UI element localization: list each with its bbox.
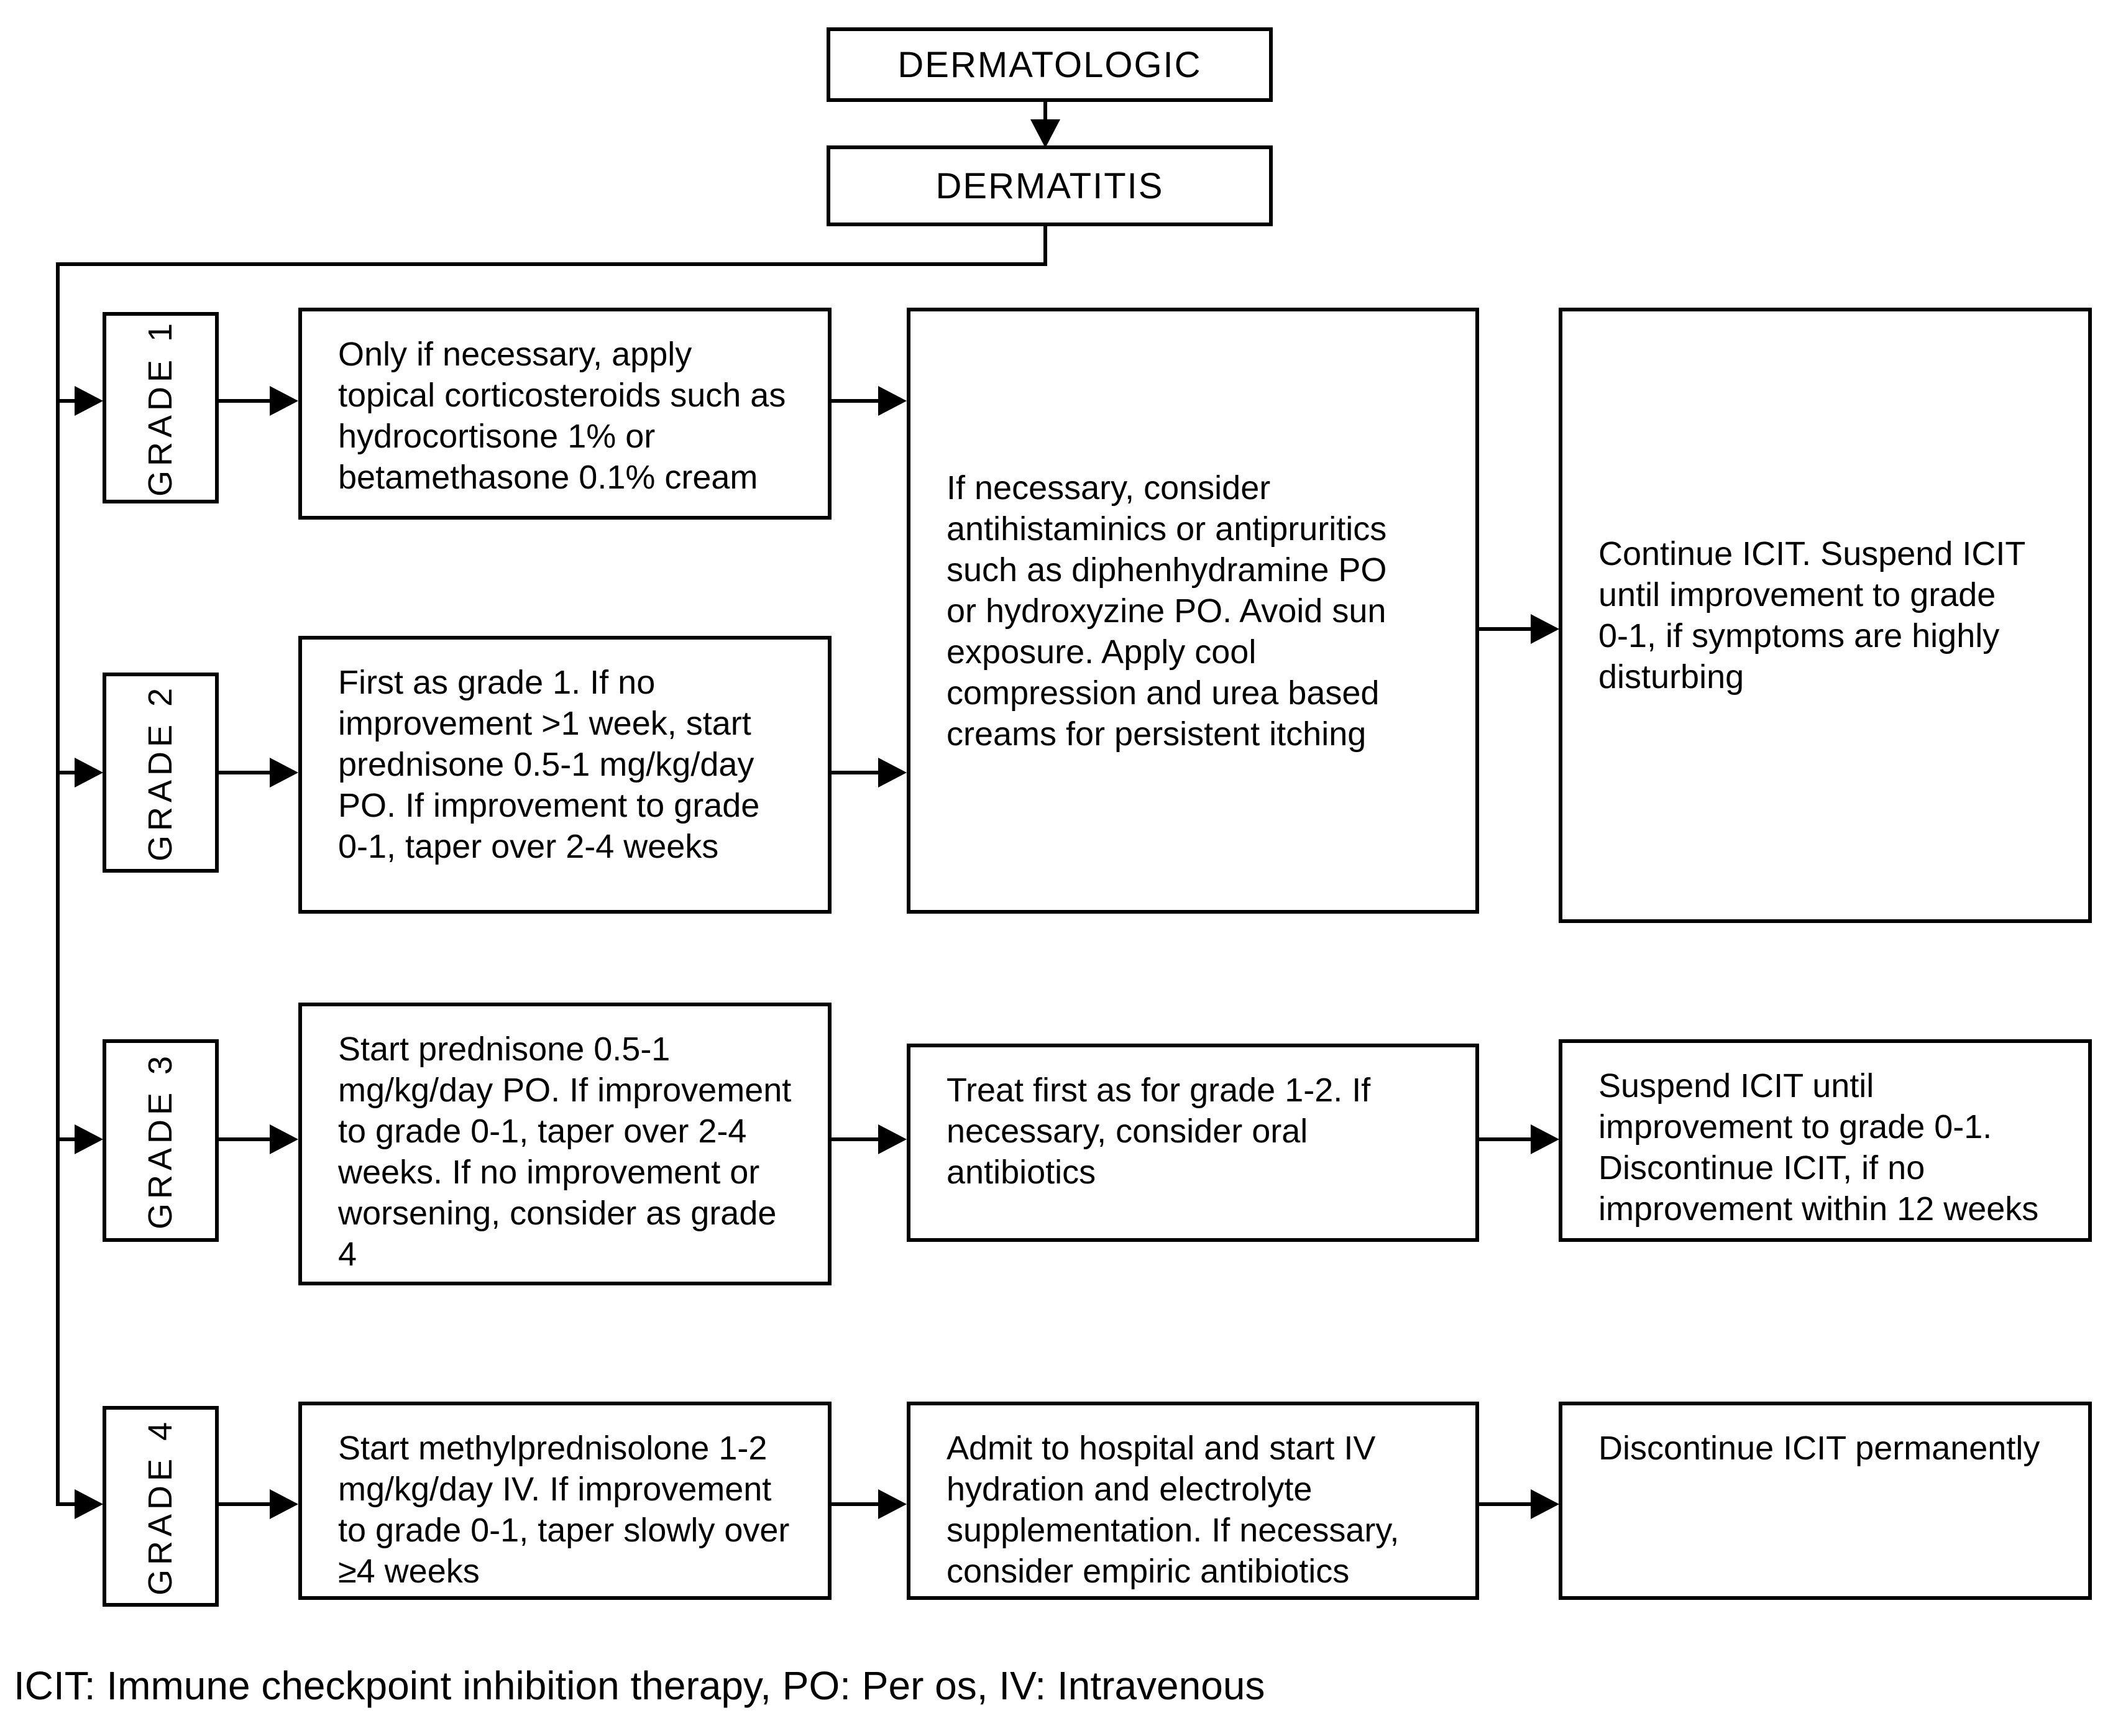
abbreviation-legend: ICIT: Immune checkpoint inhibition therapy, PO: Per os, IV: Intravenous [14,1663,1265,1708]
arrowhead-right-icon [878,1489,907,1519]
grade2-treatment-box: First as grade 1. If no improvement >1 week, start prednisone 0.5-1 mg/kg/day PO. If improvement to grade 0-1, taper over 2-4 weeks [298,636,832,914]
grade3-treatment-box: Start prednisone 0.5-1 mg/kg/day PO. If improvement to grade 0-1, taper over 2-4 weeks. If no improvement or worsening, consider as grade 4 [298,1003,832,1285]
connector-treatment4-management [832,1502,880,1506]
grade3-label-box [103,1039,219,1242]
connector-grade4-treatment [219,1502,272,1506]
grade12-management-box [907,308,1479,914]
arrowhead-right-icon [75,1124,103,1154]
connector-management4-icit [1479,1502,1532,1506]
connector-management12-icit [1479,627,1532,631]
condition-box [827,145,1273,226]
grade4-label-box [103,1406,219,1607]
grade12-management-text: If necessary, consider antihistaminics or antipruritics such as diphenhydramine PO or hydroxyzine PO. Avoid sun exposure. Apply cool compression and urea based creams for persistent itching [946,469,1387,753]
grade1-label-box [103,312,219,503]
arrowhead-right-icon [878,386,907,416]
arrowhead-right-icon [878,758,907,788]
arrowhead-right-icon [75,386,103,416]
arrowhead-right-icon [75,758,103,788]
grade4-treatment-box: Start methylprednisolone 1-2 mg/kg/day IV. If improvement to grade 0-1, taper slowly over ≥4 weeks [298,1402,832,1600]
connector-condition-drop [1043,226,1047,266]
connector-top-horizontal [56,262,1047,266]
connector-treatment2-management [832,771,880,774]
arrowhead-right-icon [1531,1489,1559,1519]
connector-grade3-treatment [219,1137,272,1141]
connector-trunk-vertical [56,262,60,1506]
arrowhead-right-icon [75,1489,103,1519]
grade12-icit-text: Continue ICIT. Suspend ICIT until improvement to grade 0-1, if symptoms are highly disturbing [1598,535,2025,696]
grade3-management-box: Treat first as for grade 1-2. If necessary, consider oral antibiotics [907,1044,1479,1242]
arrowhead-right-icon [1531,614,1559,644]
arrowhead-right-icon [1531,1124,1559,1154]
grade12-icit-box [1559,308,2092,923]
grade3-icit-box: Suspend ICIT until improvement to grade 0-1. Discontinue ICIT, if no improvement within 12 weeks [1559,1039,2092,1242]
grade1-label: GRADE 1 [142,318,180,497]
connector-grade2-treatment [219,771,272,774]
grade4-icit-box: Discontinue ICIT permanently [1559,1402,2092,1600]
grade4-management-box: Admit to hospital and start IV hydration and electrolyte supplementation. If necessary, consider empiric antibiotics [907,1402,1479,1600]
arrowhead-right-icon [270,386,298,416]
condition-label: DERMATITIS [935,165,1164,206]
grade4-label: GRADE 4 [142,1417,180,1596]
arrowhead-right-icon [270,758,298,788]
connector-treatment3-management [832,1137,880,1141]
connector-grade1-treatment [219,399,272,403]
arrowhead-right-icon [878,1124,907,1154]
category-label: DERMATOLOGIC [897,44,1202,85]
grade1-treatment-box: Only if necessary, apply topical corticosteroids such as hydrocortisone 1% or betamethasone 0.1% cream [298,308,832,520]
grade2-label-box [103,673,219,873]
category-box [827,27,1273,102]
arrowhead-down-icon [1030,119,1060,148]
grade2-label: GRADE 2 [142,683,180,862]
arrowhead-right-icon [270,1124,298,1154]
connector-management3-icit [1479,1137,1532,1141]
arrowhead-right-icon [270,1489,298,1519]
connector-treatment1-management [832,399,880,403]
grade3-label: GRADE 3 [142,1051,180,1230]
